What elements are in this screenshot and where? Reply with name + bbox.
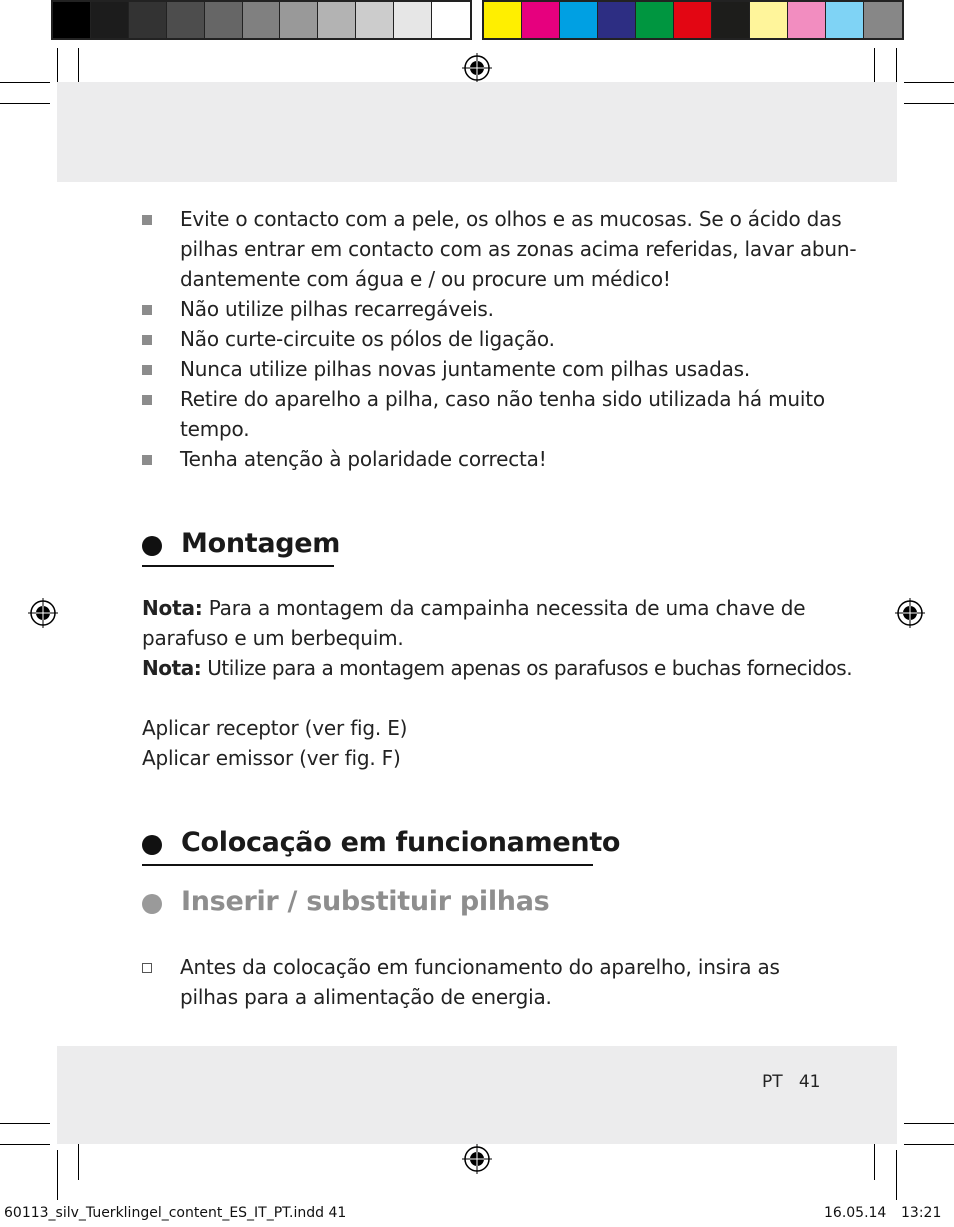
heading-title: Inserir / substituir pilhas — [181, 886, 550, 917]
warning-item-text: Retire do aparelho a pilha, caso não tenha sido utilizada há muito — [180, 387, 825, 411]
warning-item-text: Evite o contacto com a pele, os olhos e as mucosas. Se o ácido das — [180, 207, 842, 231]
color-swatch — [788, 2, 826, 38]
heading-bullet-icon — [142, 536, 162, 556]
header-band — [57, 82, 897, 182]
warning-item-text: pilhas entrar em contacto com as zonas acima referidas, lavar abun- — [180, 237, 857, 261]
heading-title: Montagem — [181, 528, 341, 559]
heading-inserir — [142, 886, 550, 926]
heading-underline — [142, 864, 593, 866]
color-swatch — [205, 2, 243, 38]
crop-mark — [57, 48, 58, 82]
step-text: Aplicar emissor (ver fig. F) — [142, 746, 401, 770]
color-swatch — [394, 2, 432, 38]
note-label: Nota: — [142, 656, 202, 680]
color-swatch — [712, 2, 750, 38]
warning-item-text: Nunca utilize pilhas novas juntamente com pilhas usadas. — [180, 357, 751, 381]
slug-filename: 60113_silv_Tuerklingel_content_ES_IT_PT.indd 41 — [4, 1205, 347, 1221]
page-lang: PT — [762, 1072, 783, 1092]
step-text: Aplicar receptor (ver fig. E) — [142, 716, 408, 740]
crop-mark — [904, 103, 954, 104]
color-swatch — [432, 2, 470, 38]
warning-item-text: dantemente com água e / ou procure um médico! — [180, 267, 671, 291]
crop-mark — [874, 1138, 875, 1180]
footer-band — [57, 1046, 897, 1144]
color-swatch — [91, 2, 129, 38]
crop-mark — [896, 48, 897, 82]
color-swatch — [484, 2, 522, 38]
registration-mark-icon — [462, 1144, 492, 1174]
page-num: 41 — [798, 1072, 821, 1092]
color-swatch — [826, 2, 864, 38]
registration-mark-icon — [462, 53, 492, 83]
list-item-text: pilhas para a alimentação de energia. — [180, 985, 552, 1009]
color-swatch — [560, 2, 598, 38]
color-swatch — [598, 2, 636, 38]
heading-bullet-icon — [142, 835, 162, 855]
note-line: parafuso e um berbequim. — [142, 626, 404, 650]
list-item-text: Antes da colocação em funcionamento do aparelho, insira as — [180, 955, 780, 979]
note-text: Utilize para a montagem apenas os parafusos e buchas fornecidos. — [201, 656, 853, 680]
color-swatch — [167, 2, 205, 38]
registration-mark-icon — [28, 598, 58, 628]
crop-mark — [904, 82, 954, 83]
color-swatch — [864, 2, 902, 38]
color-swatch — [356, 2, 394, 38]
color-swatch — [636, 2, 674, 38]
slug-date: 16.05.14 — [824, 1205, 887, 1221]
color-swatch — [674, 2, 712, 38]
heading-underline — [142, 565, 334, 567]
color-swatch — [129, 2, 167, 38]
crop-mark — [57, 1150, 58, 1200]
color-swatch — [522, 2, 560, 38]
crop-mark — [904, 1123, 954, 1124]
heading-title: Colocação em funcionamento — [181, 827, 621, 858]
warning-item-text: tempo. — [180, 417, 250, 441]
registration-mark-icon — [895, 598, 925, 628]
square-bullet-icon — [142, 455, 152, 465]
checkbox-bullet-icon — [142, 963, 152, 973]
slug-time: 13:21 — [901, 1205, 942, 1221]
color-control-bar-grayscale — [51, 0, 472, 40]
note-line — [142, 653, 852, 683]
square-bullet-icon — [142, 305, 152, 315]
color-swatch — [750, 2, 788, 38]
square-bullet-icon — [142, 365, 152, 375]
note-text: Para a montagem da campainha necessita de uma chave de — [202, 596, 806, 620]
crop-mark — [904, 1144, 954, 1145]
color-swatch — [280, 2, 318, 38]
page-number — [762, 1072, 821, 1092]
note-label: Nota: — [142, 596, 203, 620]
warning-item-text: Tenha atenção à polaridade correcta! — [180, 447, 547, 471]
crop-mark — [896, 1150, 897, 1200]
crop-mark — [0, 1123, 50, 1124]
color-swatch — [318, 2, 356, 38]
square-bullet-icon — [142, 335, 152, 345]
crop-mark — [0, 82, 50, 83]
heading-montagem — [142, 528, 341, 568]
warning-item-text: Não utilize pilhas recarregáveis. — [180, 297, 494, 321]
color-swatch — [53, 2, 91, 38]
warning-item-text: Não curte-circuite os pólos de ligação. — [180, 327, 555, 351]
crop-mark — [78, 1138, 79, 1180]
color-swatch — [243, 2, 281, 38]
square-bullet-icon — [142, 395, 152, 405]
crop-mark — [0, 1144, 50, 1145]
color-control-bar-process — [482, 0, 904, 40]
note-line — [142, 593, 805, 623]
crop-mark — [0, 103, 50, 104]
square-bullet-icon — [142, 215, 152, 225]
heading-bullet-icon — [142, 894, 162, 914]
heading-colocacao — [142, 827, 621, 867]
